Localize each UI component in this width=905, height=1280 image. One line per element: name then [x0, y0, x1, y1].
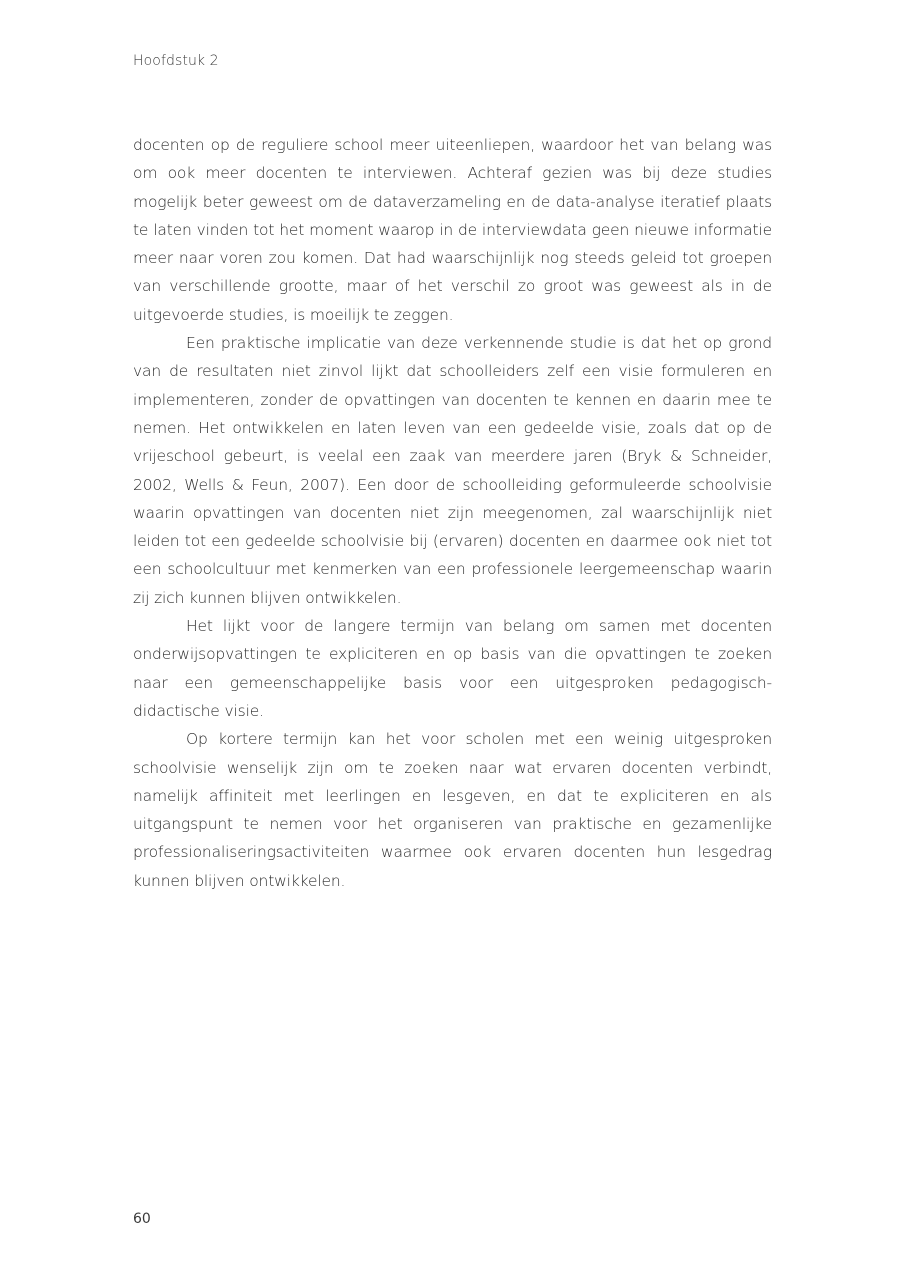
body-text	[133, 131, 772, 895]
running-head: Hoofdstuk 2	[133, 53, 219, 69]
paragraph: Het lijkt voor de langere termijn van belang om samen met docenten onderwijsopvattingen te expliciteren en op basis van die opvattingen te zoeken naar een gemeenschappelijke basis voor een uitgesproken pedagogisch-didactische visie.	[133, 617, 772, 720]
paragraph: Een praktische implicatie van deze verkennende studie is dat het op grond van de resultaten niet zinvol lijkt dat schoolleiders zelf een visie formuleren en implementeren, zonder de opvattingen van docenten te kennen en daarin mee te nemen. Het ontwikkelen en laten leven van een gedeelde visie, zoals dat op de vrijeschool gebeurt, is veelal een zaak van meerdere jaren (Bryk & Schneider, 2002, Wells & Feun, 2007). Een door de schoolleiding geformuleerde schoolvisie waarin opvattingen van docenten niet zijn meegenomen, zal waarschijnlijk niet leiden tot een gedeelde schoolvisie bij (ervaren) docenten en daarmee ook niet tot een schoolcultuur met kenmerken van een professionele leergemeenschap waarin zij zich kunnen blijven ontwikkelen.	[133, 334, 772, 607]
page-number: 60	[133, 1211, 151, 1227]
paragraph: Op kortere termijn kan het voor scholen met een weinig uitgesproken schoolvisie wenselijk zijn om te zoeken naar wat ervaren docenten verbindt, namelijk affiniteit met leerlingen en lesgeven, en dat te expliciteren en als uitgangspunt te nemen voor het organiseren van praktische en gezamenlijke professionaliseringsactiviteiten waarmee ook ervaren docenten hun lesgedrag kunnen blijven ontwikkelen.	[133, 730, 772, 890]
paragraph: docenten op de reguliere school meer uiteenliepen, waardoor het van belang was om ook meer docenten te interviewen. Achteraf gezien was bij deze studies mogelijk beter geweest om de dataverzameling en de data-analyse iteratief plaats te laten vinden tot het moment waarop in de interviewdata geen nieuwe informatie meer naar voren zou komen. Dat had waarschijnlijk nog steeds geleid tot groepen van verschillende grootte, maar of het verschil zo groot was geweest als in de uitgevoerde studies, is moeilijk te zeggen.	[133, 136, 772, 324]
